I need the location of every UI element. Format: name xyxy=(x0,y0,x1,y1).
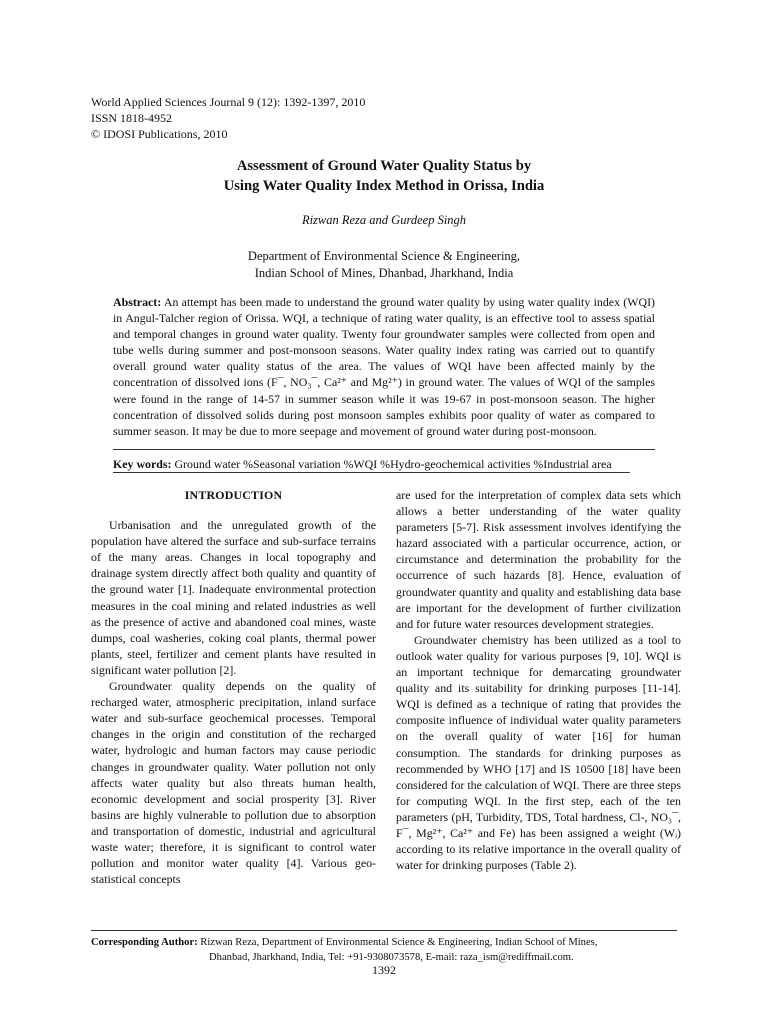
left-column xyxy=(91,487,376,887)
abstract-label: Abstract: xyxy=(113,295,162,309)
keywords-bottom-rule xyxy=(113,472,630,473)
keywords xyxy=(113,457,673,472)
right-column xyxy=(396,487,681,873)
footnote-rule xyxy=(91,930,677,931)
footnote-line-2: Dhanbad, Jharkhand, India, Tel: +91-9308073578, E-mail: raza_ism@rediffmail.com. xyxy=(209,952,574,963)
abstract xyxy=(113,294,655,439)
abstract-text: An attempt has been made to understand the ground water quality by using water quality index (WQI) in Angul-Talcher region of Orissa. WQI, a technique of rating water quality, is an effective tool to assess spatial and temporal changes in ground water quality. Twenty four groundwater samples were collected from open and tube wells during summer and post-monsoon seasons. Water quality index rating was carried out to quantify overall ground water quality status of the area. The values of WQI have been affected mainly by the concentration of dissolved ions (F¯, NO₃¯, Ca²⁺ and Mg²⁺) in ground water. The values of WQI of the samples were found in the range of 14-57 in summer season while it was 19-67 in post-monsoon season. The higher concentration of dissolved solids during post monsoon samples exhibits poor quality of water as compared to summer season. It may be due to more seepage and movement of ground water during post-monsoon. xyxy=(113,295,655,438)
title-line-2: Using Water Quality Index Method in Orissa, India xyxy=(223,178,545,194)
affiliation-line-1: Department of Environmental Science & Engineering, xyxy=(247,249,521,263)
intro-paragraph-1: Urbanisation and the unregulated growth of the population have altered the surface and sub-surface terrains of the many areas. Changes in local topography and drainage system directly affect both quality and quantity of the ground water [1]. Inadequate environmental protection measures in the coal mining and related industries as well as the presence of active and abandoned coal mines, waste dumps, coal washeries, coking coal plants, thermal power plants, steel, fertilizer and cement plants have resulted in significant water pollution [2]. xyxy=(91,518,376,677)
affiliation-line-2: Indian School of Mines, Dhanbad, Jharkhand, India xyxy=(254,266,514,280)
keywords-label: Key words: xyxy=(113,457,172,471)
journal-header xyxy=(91,94,365,142)
keywords-top-rule xyxy=(113,449,655,450)
footnote-line-1: Rizwan Reza, Department of Environmental Science & Engineering, Indian School of Mines, xyxy=(200,937,598,948)
intro-paragraph-2: Groundwater quality depends on the quality of recharged water, atmospheric precipitation, inland surface water and sub-surface geochemical processes. Temporal changes in the origin and constitution of the recharged water, hydrologic and human factors may cause periodic changes in groundwater quality. Water pollution not only affects water quality but also threats human health, economic development and social prosperity [3]. River basins are highly vulnerable to pollution due to absorption and transportation of domestic, industrial and agricultural waste water; therefore, it is significant to control water pollution and monitor water quality [4]. Various geo-statistical concepts xyxy=(91,679,376,887)
right-paragraph-1: are used for the interpretation of complex data sets which allows a better understanding of the water quality parameters [5-7]. Risk assessment involves identifying the hazard associated with a particular occurrence, action, or circumstance and determination the probability for the occurrence of such hazards [8]. Hence, evaluation of groundwater quantity and quality and establishing data base are important for the development of further civilization and for future water resources development strategies. xyxy=(396,488,681,631)
journal-issn: ISSN 1818-4952 xyxy=(91,111,173,125)
journal-copyright: © IDOSI Publications, 2010 xyxy=(91,127,228,141)
paper-authors: Rizwan Reza and Gurdeep Singh xyxy=(301,213,467,227)
right-paragraph-2: Groundwater chemistry has been utilized as a tool to outlook water quality for various purposes [9, 10]. WQI is an important technique for demarcating groundwater quality and its suitability for drinking purposes [11-14]. WQI is defined as a technique of rating that provides the composite influence of individual water quality parameters on the overall quality of water [16] for human consumption. The standards for drinking purposes as recommended by WHO [17] and IS 10500 [18] have been considered for the calculation of WQI. There are three steps for computing WQI. In the first step, each of the ten parameters (pH, Turbidity, TDS, Total hardness, Cl-, NO₃¯, F¯, Mg²⁺, Ca²⁺ and Fe) has been assigned a weight (Wᵢ) according to its relative importance in the overall quality of water for drinking purposes (Table 2). xyxy=(396,632,681,873)
journal-citation: World Applied Sciences Journal 9 (12): 1392-1397, 2010 xyxy=(91,95,366,109)
footnote-label: Corresponding Author: xyxy=(91,937,198,948)
keywords-text: Ground water %Seasonal variation %WQI %Hydro-geochemical activities %Industrial area xyxy=(174,457,612,471)
author-affiliation xyxy=(0,248,768,282)
title-line-1: Assessment of Ground Water Quality Status by xyxy=(236,158,532,174)
section-heading-introduction: INTRODUCTION xyxy=(184,488,283,502)
paper-title xyxy=(0,156,768,196)
page-number: 1392 xyxy=(372,963,396,977)
corresponding-author-note xyxy=(91,935,597,965)
